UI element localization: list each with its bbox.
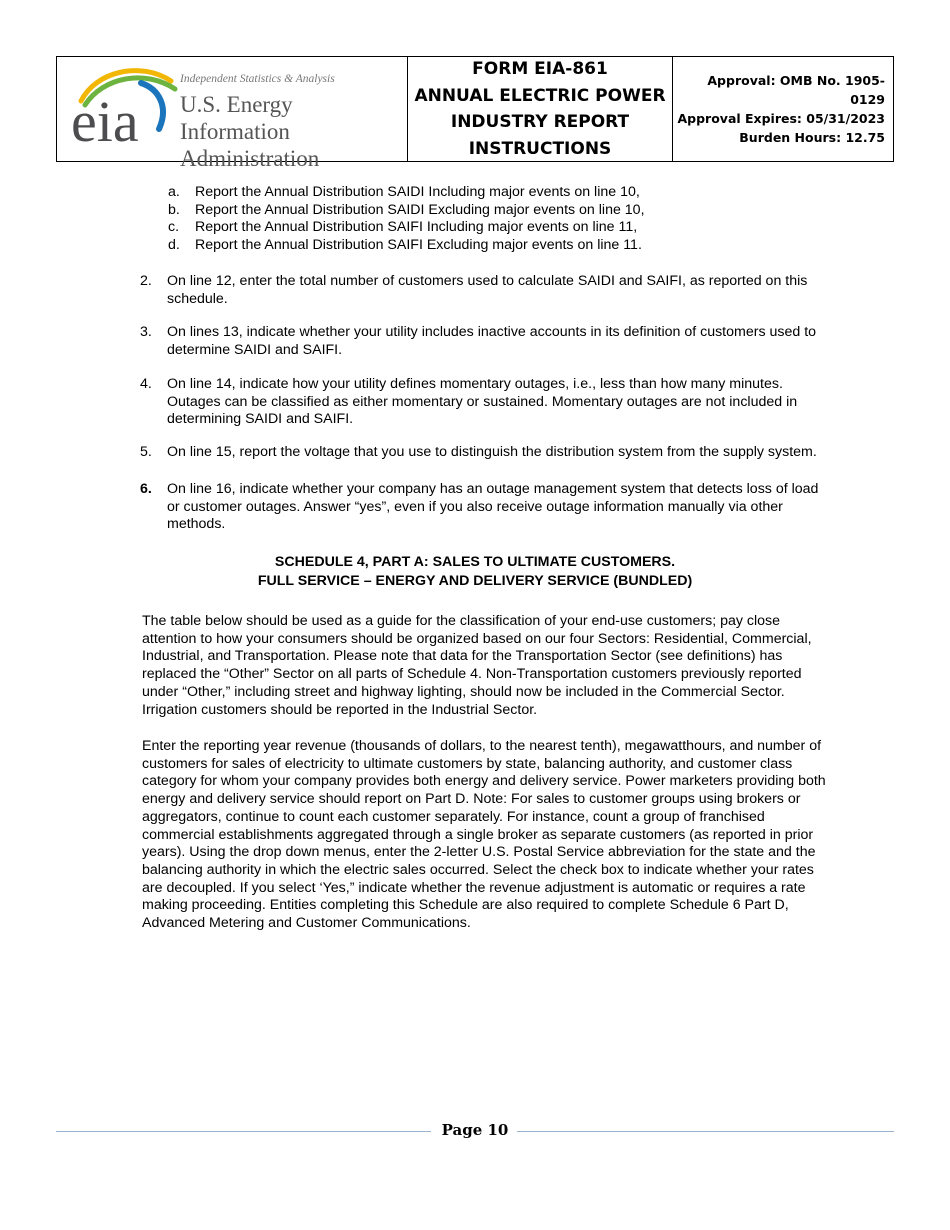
section-heading-line: SCHEDULE 4, PART A: SALES TO ULTIMATE CUSTOMERS. [274,554,676,570]
item-line: On line 14, indicate how your utility defines momentary outages, i.e., less than how many minutes. [167,376,783,392]
item-number: 2. [140,273,152,289]
section-heading [0,553,950,591]
paragraph-line: commercial establishments aggregated through a single broker as separate customers (as reported in prior [142,826,814,843]
paragraph-line: replaced the “Other” Sector on all parts of Schedule 4. Non-Transportation customers previously reported [142,666,802,683]
list-letter: c. [168,219,180,235]
paragraph-line: The table below should be used as a guide for the classification of your end-use customers; pay close [142,613,781,629]
paragraph-line: aggregators, continue to count each customer separately. For instance, count a group of franchised [142,808,765,825]
burden-hours: Burden Hours: 12.75 [739,130,885,145]
form-title-line: FORM EIA-861 [472,59,608,79]
form-header [56,56,894,171]
paragraph-line: customers for sales of electricity to ultimate customers by state, balancing authority, and customer class [142,755,793,772]
item-number: 6. [140,481,152,497]
agency-tagline: Independent Statistics & Analysis [180,73,335,85]
page-footer [56,1119,894,1145]
list-letter: d. [168,237,180,253]
numbered-item [140,324,890,359]
list-text: Report the Annual Distribution SAIDI Excluding major events on line 10, [195,202,645,218]
item-line: schedule. [167,290,228,307]
paragraph-line: energy and delivery service should report on Part D. Note: For sales to customer groups using brokers or [142,791,801,808]
item-line: determine SAIDI and SAIFI. [167,341,343,358]
paragraph-line: category for whom your company provides both energy and delivery service. Power marketers providing both [142,773,826,790]
form-title-line: ANNUAL ELECTRIC POWER [414,85,666,106]
item-line: On line 15, report the voltage that you use to distinguish the distribution system from the supply system. [167,444,817,460]
paragraph-line: balancing authority in which the electric sales occurred. Select the check box to indicate whether your rates [142,861,814,878]
paragraph [142,738,894,933]
item-number: 4. [140,376,152,392]
list-text: Report the Annual Distribution SAIDI Including major events on line 10, [195,184,640,200]
item-line: methods. [167,516,226,533]
item-line: determining SAIDI and SAIFI. [167,411,354,428]
section-heading-line: FULL SERVICE – ENERGY AND DELIVERY SERVICE (BUNDLED) [257,573,693,589]
numbered-item [140,444,890,462]
item-line: On line 12, enter the total number of customers used to calculate SAIDI and SAIFI, as reported on this [167,273,808,289]
agency-name-line1: U.S. Energy Information [180,92,293,144]
item-line: On line 16, indicate whether your company has an outage management system that detects loss of load [167,481,819,497]
agency-name [180,91,407,172]
list-item [168,202,645,220]
approval-info [673,57,893,161]
paragraph-line: attention to how your consumers should be organized based on our four Sectors: Residential, Commercial, [142,630,812,647]
list-text: Report the Annual Distribution SAIFI Excluding major events on line 11. [195,237,642,253]
item-number: 5. [140,444,152,460]
paragraph-line: Advanced Metering and Customer Communications. [142,915,471,932]
list-item [168,237,642,255]
paragraph-line: are decoupled. If you select ‘Yes,” indicate whether the revenue adjustment is automatic or requires a rate [142,879,806,896]
paragraph-line: years). Using the drop down menus, enter the 2-letter U.S. Postal Service abbreviation for the state and the [142,844,816,861]
agency-name-line2: Administration [180,146,320,171]
item-line: Outages can be classified as either momentary or sustained. Momentary outages are not included in [167,393,798,410]
paragraph-line: Irrigation customers should be reported in the Industrial Sector. [142,701,538,718]
omb-number: Approval: OMB No. 1905-0129 [707,73,885,107]
list-item [168,184,640,202]
paragraph-line: making proceeding. Entities completing this Schedule are also required to complete Schedule 6 Part D, [142,897,789,914]
list-text: Report the Annual Distribution SAIFI Including major events on line 11, [195,219,638,235]
form-title-line: INSTRUCTIONS [468,138,612,159]
item-line: On lines 13, indicate whether your utility includes inactive accounts in its definition of customers used to [167,324,817,340]
form-title [408,57,673,161]
numbered-item [140,376,890,429]
paragraph-line: Industrial, and Transportation. Please note that data for the Transportation Sector (see definitions) has [142,648,783,665]
page-number: Page 10 [441,1121,509,1139]
agency-logo-block [57,57,408,171]
logo-text: eia [71,89,139,147]
list-letter: b. [168,202,180,218]
numbered-item [140,273,890,308]
paragraph-line: under “Other,” including street and highway lighting, should now be included in the Commercial Sector. [142,683,785,700]
item-number: 3. [140,324,152,340]
paragraph-line: Enter the reporting year revenue (thousands of dollars, to the nearest tenth), megawatthours, and number of [142,738,822,754]
numbered-item [140,481,890,534]
paragraph [142,613,894,719]
item-line: or customer outages. Answer “yes”, even if you also receive outage information manually via other [167,498,783,515]
list-item [168,219,637,237]
approval-expiration: Approval Expires: 05/31/2023 [677,111,885,126]
eia-logo-icon [71,63,181,147]
form-title-line: INDUSTRY REPORT [450,112,630,132]
list-letter: a. [168,184,180,200]
